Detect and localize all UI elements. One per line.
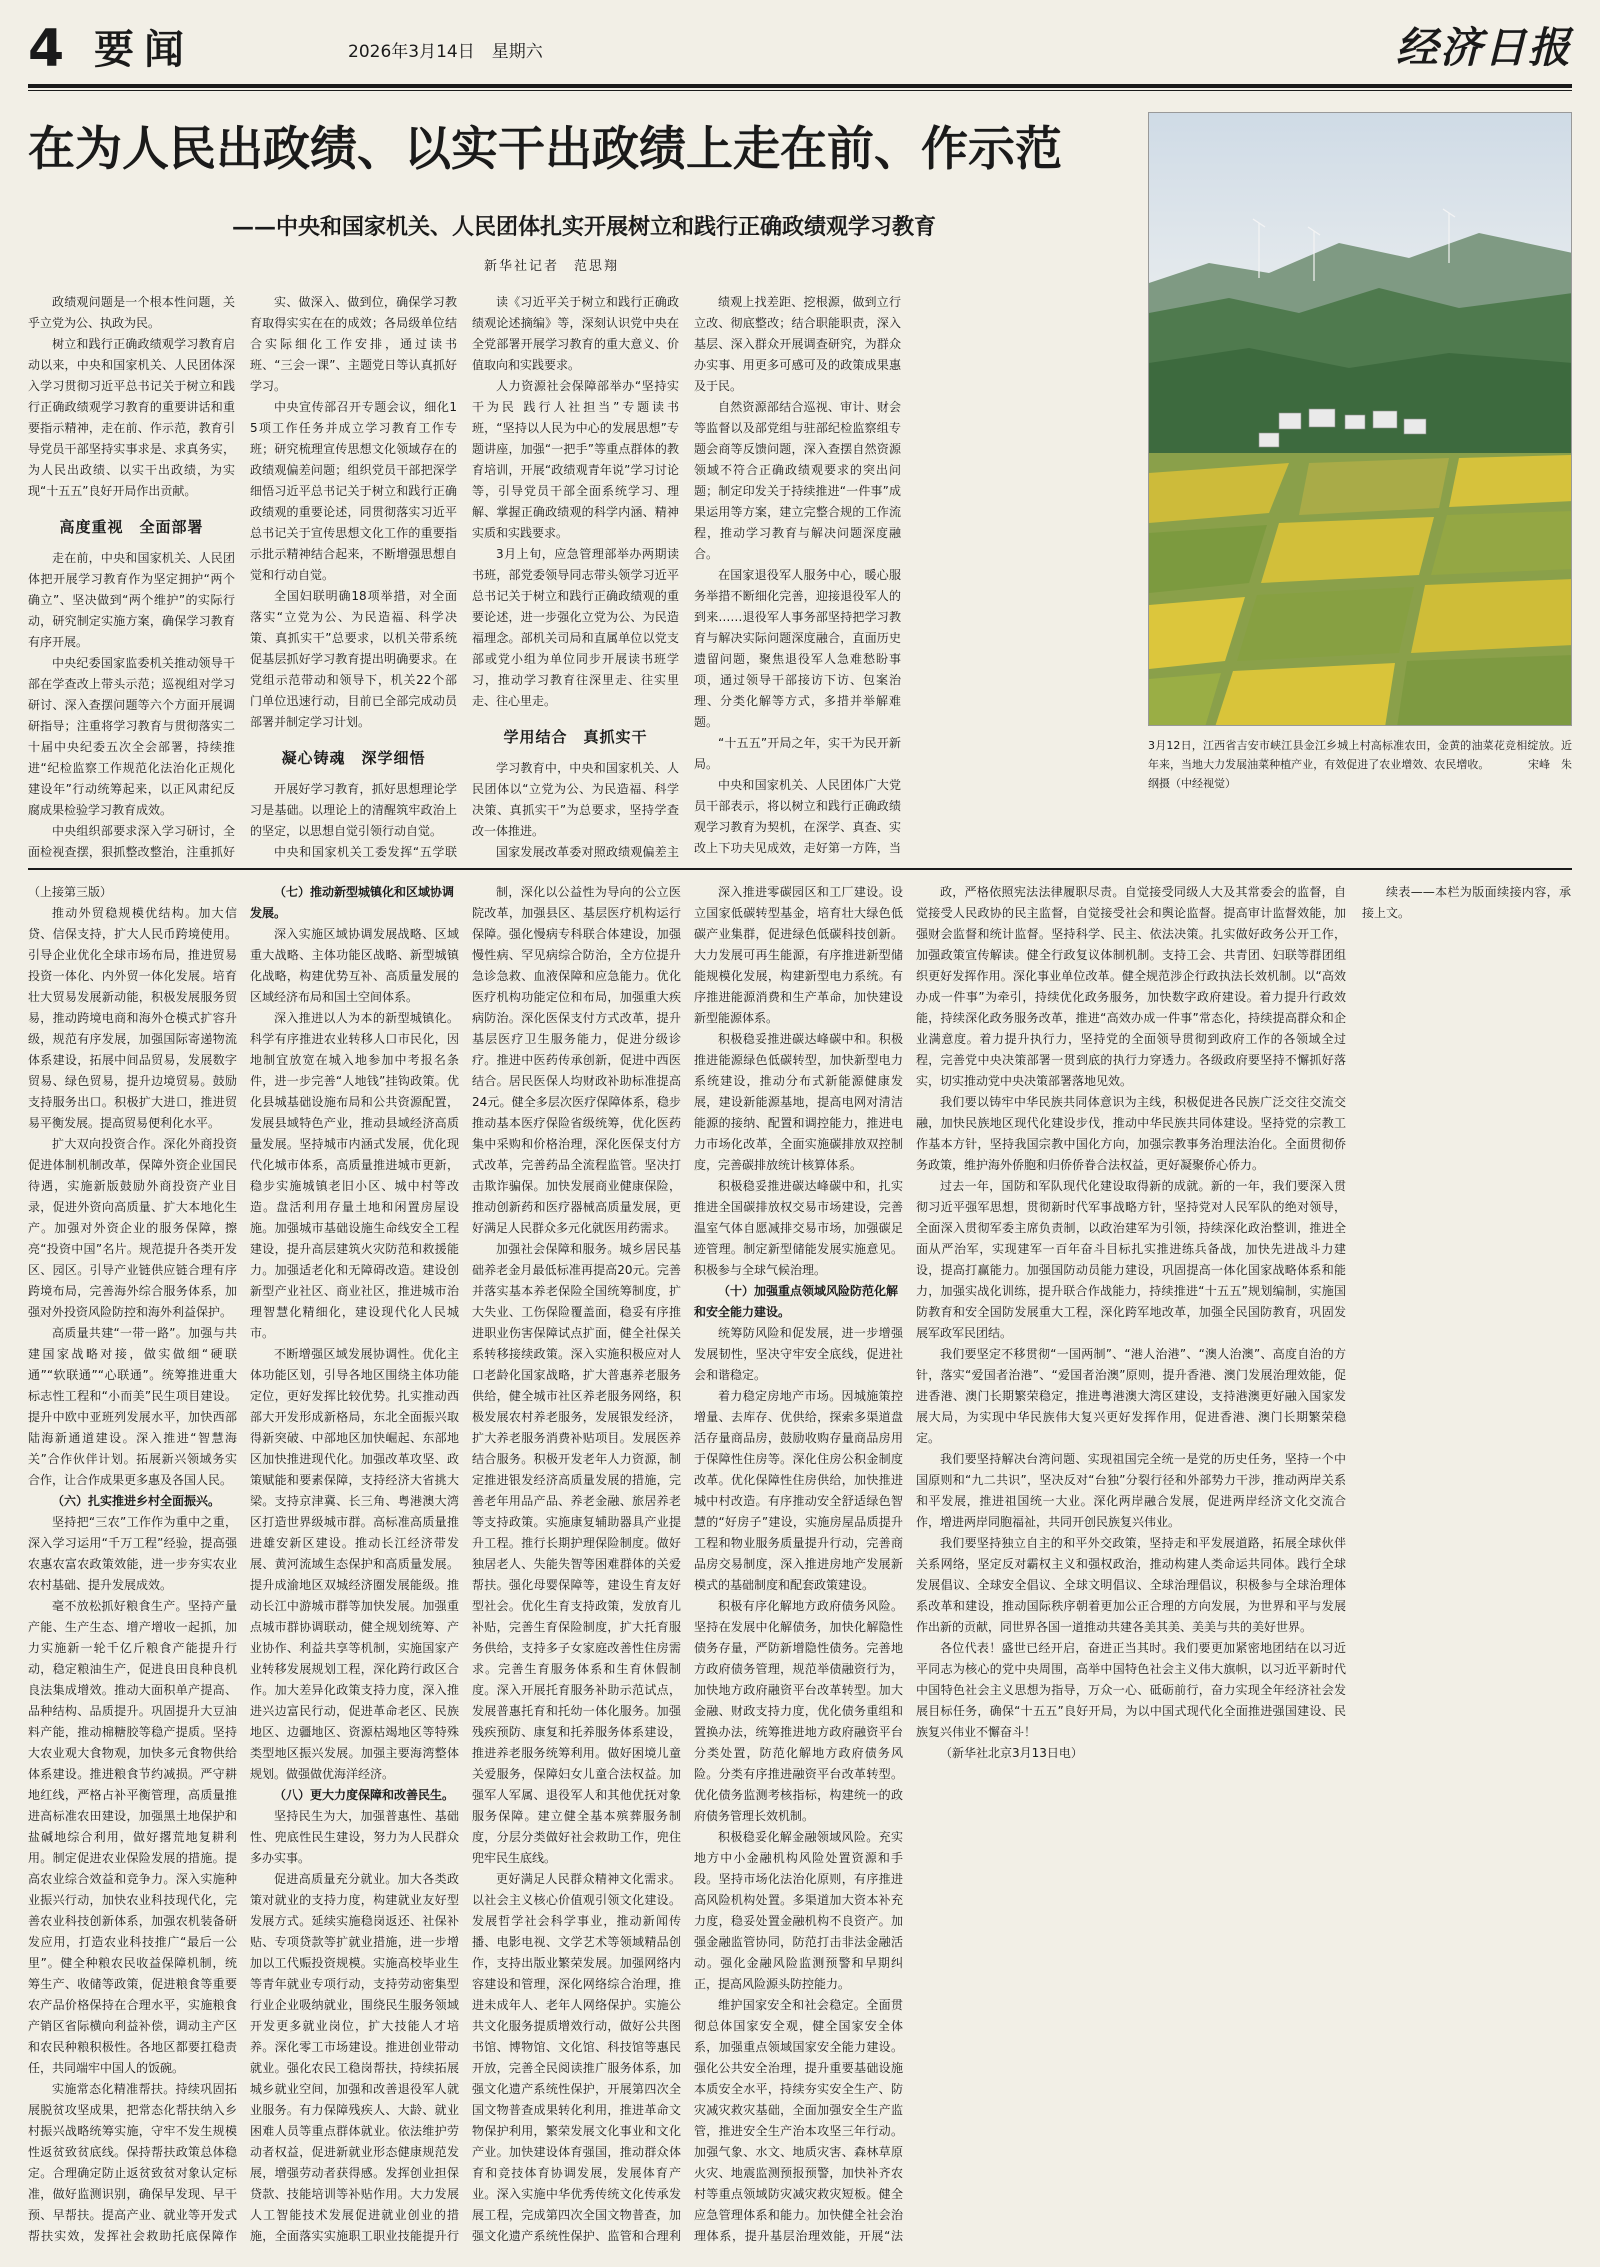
continued-column-1 <box>28 882 237 2248</box>
newspaper-logo: 经济日报 <box>1395 23 1572 72</box>
masthead <box>28 18 1572 84</box>
paragraph: 统筹防风险和促发展，进一步增强发展韧性，坚决守牢安全底线，促进社会和谐稳定。 <box>694 1326 903 1382</box>
continued-column-3 <box>472 882 681 2248</box>
masthead-rule-thin <box>28 90 1572 91</box>
paragraph: 中央和国家机关、人民团体广大党员干部表示，将以树立和践行正确政绩观学习教育为契机，在深学、真查、实改上下功夫见成效，走好第一方阵，当 <box>694 778 901 855</box>
paragraph: 深入推进以人为本的新型城镇化。科学有序推进农业转移人口市民化，因地制宜放宽在城入地参加中考报名条件，进一步完善“人地钱”挂钩政策。优化县城基础设施布局和公共资源配置，发展县域特色产业，推动县域经济高质量发展。坚持城市内涵式发展，优化现代化城市体系，高质量推进城市更新，稳步实施城镇老旧小区、城中村等改造。盘活利用存量土地和闲置房屋设施。加强城市基础设施生命线安全工程建设，提升高层建筑火灾防范和救援能力。加强适老化和无障碍改造。建设创新型产业社区、商业社区，推进城市治理智慧化精细化，建设现代化人民城市。 <box>250 1011 459 1340</box>
paragraph: 自然资源部结合巡视、审计、财会等监督以及部党组与驻部纪检监察组专题会商等反馈问题，深入查摆自然资源领域不符合正确政绩观要求的突出问题；制定印发关于持续推进“一件事”成果运用等方案，建立完整合规的工作流程，推动学习教育与解决问题深度融合。 <box>694 400 901 561</box>
lead-column-1 <box>28 292 235 862</box>
paragraph: 读《习近平关于树立和践行正确政绩观论述摘编》等，深刻认识党中央在全党部署开展学习教育的重大意义、价值取向和实践要求。 <box>472 295 679 372</box>
paragraph: 学习教育中，中央和国家机关、人民团体以“立党为公、为民造福、科学决策、真抓实干”为总要求，坚持学查改一体推进。 <box>472 761 679 838</box>
lead-column-2 <box>250 292 457 862</box>
paragraph: 制，深化以公益性为导向的公立医院改革，加强县区、基层医疗机构运行保障。强化慢病专科联合体建设，加强慢性病、罕见病综合防治，全方位提升急诊急救、血液保障和应急能力。优化医疗机构功能定位和布局，加强重大疾病防治。深化医保支付方式改革，提升基层医疗卫生服务能力，促进分级诊疗。推进中医药传承创新，促进中西医结合。居民医保人均财政补助标准提高24元。健全多层次医疗保障体系，稳步推动基本医疗保险省级统筹，优化医药集中采购和价格治理，深化医保支付方式改革，完善药品全流程监管。坚决打击欺诈骗保。加快发展商业健康保险，推动创新药和医疗器械高质量发展，更好满足人民群众多元化就医用药需求。 <box>472 885 681 1235</box>
continued-report <box>28 882 1572 2248</box>
continued-column-6 <box>1362 882 1571 2248</box>
landscape-photo <box>1148 112 1572 726</box>
issue-date: 2026年3月14日 星期六 <box>348 42 543 62</box>
subsection-heading: （六）扎实推进乡村全面振兴。 <box>52 1494 221 1508</box>
paragraph: 全国妇联明确18项举措，对全面落实“立党为公、为民造福、科学决策、真抓实干”总要求，以机关带系统促基层抓好学习教育提出明确要求。在党组示范带动和领导下，机关22个部门单位迅速行动，目前已全部完成动员部署并制定学习计划。 <box>250 589 457 729</box>
paragraph: 高质量共建“一带一路”。加强与共建国家战略对接，做实做细“硬联通”“软联通”“心联通”。统筹推进重大标志性工程和“小而美”民生项目建设。提升中欧中亚班列发展水平，加快西部陆海新通道建设。深入推进“智慧海关”合作伙伴计划。拓展新兴领域务实合作，让合作成果更多惠及各国人民。 <box>28 1326 237 1487</box>
paragraph: 坚持把“三农”工作作为重中之重，深入学习运用“千万工程”经验，提高强农惠农富农政策效能，进一步夯实农业农村基础、提升发展成效。 <box>28 1515 237 1592</box>
paragraph: 推动外贸稳规模优结构。加大信贷、信保支持，扩大人民币跨境使用。引导企业优化全球市场布局，推进贸易投资一体化、内外贸一体化发展。培育壮大贸易发展新动能，积极发展服务贸易，推动跨境电商和海外仓模式扩容升级，规范有序发展，加强国际寄递物流体系建设，拓展中间品贸易，发展数字贸易、绿色贸易，提升边境贸易。鼓励支持服务出口。积极扩大进口，推进贸易平衡发展。提高贸易便利化水平。 <box>28 906 237 1130</box>
paragraph: 政绩观问题是一个根本性问题，关乎立党为公、执政为民。 <box>28 295 235 330</box>
rapeseed-field-illustration <box>1149 113 1572 726</box>
paragraph: 积极有序化解地方政府债务风险。坚持在发展中化解债务，加快化解隐性债务存量，严防新增隐性债务。完善地方政府债务管理，规范举债融资行为，加快地方政府融资平台改革转型。加大金融、财政支持力度，优化债务重组和置换办法，统筹推进地方政府融资平台分类处置，防范化解地方政府债务风险。分类有序推进融资平台改革转型。优化债务监测考核指标，构建统一的政府债务管理长效机制。 <box>694 1599 903 1823</box>
lead-byline: 新华社记者 范思翔 <box>484 259 620 274</box>
paragraph: 中央组织部要求深入学习研讨，全面检视查摆，狠抓整改整治，注重抓好 <box>28 824 235 859</box>
paragraph: 维护国家安全和社会稳定。全面贯彻总体国家安全观，健全国家安全体系，加强重点领域国家安全能力建设。强化公共安全治理，提升重要基础设施本质安全水平，持续夯实安全生产、防灾减灾救灾基础，全面加强安全生产监管，推进安全生产治本攻坚三年行动。加强气象、水文、地质灾害、森林草原火灾、地震监测预报预警，加快补齐农村等重点领域防灾减灾救灾短板。健全应急管理体系和能力。加快健全社会治理体系，提升基层治理效能，开展“法 <box>694 1998 903 2243</box>
continued-column-2 <box>250 882 459 2248</box>
subsection-heading: （八）更大力度保障和改善民生。 <box>274 1788 455 1802</box>
continued-column-5 <box>916 882 1346 2248</box>
page-number: 4 <box>28 19 65 79</box>
continued-column-4 <box>694 882 903 2248</box>
section-divider <box>28 868 1572 870</box>
paragraph: 开展好学习教育，抓好思想理论学习是基础。以理论上的清醒筑牢政治上的坚定，以思想自觉引领行动自觉。 <box>250 782 457 838</box>
paragraph: 人力资源社会保障部举办“坚持实干为民 践行人社担当”专题读书班，“坚持以人民为中心的发展思想”专题讲座，加强“一把手”等重点群体的教育培训，开展“政绩观青年说”学习讨论等，引导党员干部全面系统学习、理解、掌握正确政绩观的科学内涵、精神实质和实践要求。 <box>472 379 679 540</box>
paragraph: 走在前，中央和国家机关、人民团体把开展学习教育作为坚定拥护“两个确立”、坚决做到“两个维护”的实际行动，研究制定实施方案，确保学习教育有序开展。 <box>28 551 235 649</box>
photo-caption: 3月12日，江西省吉安市峡江县金江乡城上村高标准农田，金黄的油菜花竞相绽放。近年来，当地大力发展油菜种植产业，有效促进了农业增效、农民增收。 宋峰 朱纲摄（中经视觉） <box>1148 739 1572 790</box>
paragraph: 更好满足人民群众精神文化需求。以社会主义核心价值观引领文化建设。发展哲学社会科学事业，推动新闻传播、电影电视、文学艺术等领域精品创作，支持出版业繁荣发展。加强网络内容建设和管理，深化网络综合治理，推进未成年人、老年人网络保护。实施公共文化服务提质增效行动，做好公共图书馆、博物馆、文化馆、科技馆等惠民开放，完善全民阅读推广服务体系，加强文化遗产系统性保护，开展第四次全国文物普查成果转化利用，推进革命文物保护利用，繁荣发展文化事业和文化产业。加快建设体育强国，推动群众体育和竞技体育协调发展，发展体育产业。深入实施中华优秀传统文化传承发展工程，完成第四次全国文物普查，加强文化遗产系统性保护、监管和合理利 <box>472 1872 681 2243</box>
section-title: 要闻 <box>94 26 194 73</box>
paragraph: 积极稳妥推进碳达峰碳中和，扎实推进全国碳排放权交易市场建设，完善温室气体自愿减排交易市场，加强碳足迹管理。制定新型储能发展实施意见。积极参与全球气候治理。 <box>694 1179 903 1277</box>
paragraph: 毫不放松抓好粮食生产。坚持产量产能、生产生态、增产增收一起抓，加力实施新一轮千亿斤粮食产能提升行动，稳定粮油生产，促进良田良种良机良法集成增效。推动大面积单产提高、品种结构、品质提升。巩固提升大豆油料产能，推动棉糖胶等稳产提质。坚持大农业观大食物观，加快多元食物供给体系建设。推进粮食节约减损。严守耕地红线，严格占补平衡管理，高质量推进高标准农田建设，加强黑土地保护和盐碱地综合利用，做好撂荒地复耕利用。制定促进农业保险发展的措施。提高农业综合效益和竞争力。深入实施种业振兴行动，加快农业科技现代化，完善农业科技创新体系，加强农机装备研发应用，打造农业科技推广“最后一公里”。健全种粮农民收益保障机制，统筹生产、收储等政策，促进粮食等重要农产品价格保持在合理水平，实施粮食产销区省际横向利益补偿，调动主产区和农民种粮积极性。各地区都要扛稳责任，共同端牢中国人的饭碗。 <box>28 1599 237 2075</box>
paragraph: 扩大双向投资合作。深化外商投资促进体制机制改革，保障外资企业国民待遇，实施新版鼓励外商投资产业目录，促进外资向高质量、扩大本地化生产。加强对外资企业的服务保障，擦亮“投资中国”名片。规范提升各类开发区、园区。引导产业链供应链合理有序跨境布局，完善海外综合服务体系，加强对外投资风险防控和海外利益保护。 <box>28 1137 237 1319</box>
paragraph: 各位代表！盛世已经开启，奋进正当其时。我们要更加紧密地团结在以习近平同志为核心的党中央周围，高举中国特色社会主义伟大旗帜，以习近平新时代中国特色社会主义思想为指导，万众一心、砥砺前行，奋力实现全年经济社会发展目标任务，确保“十五五”良好开局，为以中国式现代化全面推进强国建设、民族复兴伟业不懈奋斗！ <box>916 1641 1346 1739</box>
lead-column-3 <box>472 292 679 862</box>
paragraph: 绩观上找差距、挖根源，做到立行立改、彻底整改；结合职能职责，深入基层、深入群众开展调查研究，为群众办实事、用更多可感可及的政策成果惠及于民。 <box>694 295 901 393</box>
paragraph: 续表——本栏为版面续接内容，承接上文。 <box>1362 885 1571 920</box>
lead-column-4 <box>694 292 901 862</box>
paragraph: 3月上旬，应急管理部举办两期读书班，部党委领导同志带头领学习近平总书记关于树立和践行正确政绩观的重要论述，进一步强化立党为公、为民造福理念。部机关司局和直属单位以党支部或党小组为单位同步开展读书班学习，推动学习教育往深里走、往实里走、往心里走。 <box>472 547 679 708</box>
paragraph: 我们要坚持解决台湾问题、实现祖国完全统一是党的历史任务，坚持一个中国原则和“九二共识”，坚决反对“台独”分裂行径和外部势力干涉，推动两岸关系和平发展，推进祖国统一大业。深化两岸融合发展，促进两岸经济文化交流合作，增进两岸同胞福祉，共同开创民族复兴伟业。 <box>916 1452 1346 1529</box>
paragraph: 中央纪委国家监委机关推动领导干部在学查改上带头示范；巡视组对学习研讨、深入查摆问题等六个方面开展调研指导；注重将学习教育与贯彻落实二十届中央纪委五次全会部署，持续推进“纪检监察工作规范化法治化正规化建设年”行动统筹起来，以正风肃纪反腐成果检验学习教育成效。 <box>28 656 235 817</box>
section-heading: 凝心铸魂 深学细悟 <box>281 749 426 767</box>
paragraph: 中央宣传部召开专题会议，细化15项工作任务并成立学习教育工作专班；研究梳理宣传思想文化领域存在的政绩观偏差问题；组织党员干部把深学细悟习近平总书记关于树立和践行正确政绩观的重要论述，同贯彻落实习近平总书记关于宣传思想文化工作的重要指示批示精神结合起来，不断增强思想自觉和行动自觉。 <box>250 400 457 582</box>
paragraph: 实施常态化精准帮扶。持续巩固拓展脱贫攻坚成果，把常态化帮扶纳入乡村振兴战略统筹实施，守牢不发生规模性返贫致贫底线。保持帮扶政策总体稳定。合理确定防止返贫致贫对象认定标准，做好监测识别，确保早发现、早干预、早帮扶。提高产业、就业等开发式帮扶实效，发挥社会救助托底保障作 <box>28 2082 237 2243</box>
paragraph: 实、做深入、做到位，确保学习教育取得实实在在的成效；各局级单位结合实际细化工作安排，通过读书班、“三会一课”、主题党日等认真抓好学习。 <box>250 295 457 393</box>
paragraph: 中央和国家机关工委发挥“五学联 <box>274 845 457 859</box>
masthead-rule <box>28 84 1572 88</box>
paragraph: 我们要以铸牢中华民族共同体意识为主线，积极促进各民族广泛交往交流交融，加快民族地区现代化建设步伐，推动中华民族共同体建设。坚持党的宗教工作基本方针，坚持我国宗教中国化方向，加强宗教事务治理法治化。全面贯彻侨务政策，维护海外侨胞和归侨侨眷合法权益，更好凝聚侨心侨力。 <box>916 1095 1346 1172</box>
paragraph: 坚持民生为大，加强普惠性、基础性、兜底性民生建设，努力为人民群众多办实事。 <box>250 1809 459 1865</box>
section-heading: 学用结合 真抓实干 <box>503 728 648 746</box>
subsection-heading: （十）加强重点领域风险防范化解和安全能力建设。 <box>694 1284 899 1319</box>
section-heading: 高度重视 全面部署 <box>59 518 204 536</box>
paragraph: 积极稳妥推进碳达峰碳中和。积极推进能源绿色低碳转型，加快新型电力系统建设，推动分布式新能源健康发展，建设新能源基地，提高电网对清洁能源的接纳、配置和调控能力，推进电力市场化改革，全面实施碳排放双控制度，完善碳排放统计核算体系。 <box>694 1032 903 1172</box>
paragraph: 促进高质量充分就业。加大各类政策对就业的支持力度，构建就业友好型发展方式。延续实施稳岗返还、社保补贴、专项贷款等扩就业措施，进一步增加以工代赈投资规模。实施高校毕业生等青年就业专项行动，支持劳动密集型行业企业吸纳就业，围绕民生服务领域开发更多就业岗位，扩大技能人才培养。深化零工市场建设。推进创业带动就业。强化农民工稳岗帮扶，持续拓展城乡就业空间，加强和改善退役军人就业服务。有力保障残疾人、大龄、就业困难人员等重点群体就业。依法维护劳动者权益，促进新就业形态健康规范发展，增强劳动者获得感。发挥创业担保贷款、技能培训等补贴作用。大力发展人工智能技术发展促进就业创业的措施，全面落实实施职工职业技能提升行 <box>250 1872 459 2243</box>
paragraph: 在国家退役军人服务中心，暖心服务举措不断细化完善，迎接退役军人的到来……退役军人事务部坚持把学习教育与解决实际问题深度融合，直面历史遗留问题，聚焦退役军人急难愁盼事项，通过领导干部接访下访、包案治理、分类化解等方式，多措并举解难题。 <box>694 568 901 729</box>
paragraph: 我们要坚持独立自主的和平外交政策，坚持走和平发展道路，拓展全球伙伴关系网络，坚定反对霸权主义和强权政治，推动构建人类命运共同体。践行全球发展倡议、全球安全倡议、全球文明倡议、全球治理倡议，积极参与全球治理体系改革和建设，推动国际秩序朝着更加公正合理的方向发展，为世界和平与发展作出新的贡献，同世界各国一道推动共建各美其美、美美与共的美好世界。 <box>916 1536 1346 1634</box>
paragraph: 深入推进零碳园区和工厂建设。设立国家低碳转型基金，培育壮大绿色低碳产业集群，促进绿色低碳科技创新。大力发展可再生能源，有序推进新型储能规模化发展，构建新型电力系统。有序推进能源消费和生产革命，加快建设新型能源体系。 <box>694 885 903 1025</box>
paragraph: 不断增强区域发展协调性。优化主体功能区划，引导各地区围绕主体功能定位，更好发挥比较优势。扎实推动西部大开发形成新格局，东北全面振兴取得新突破、中部地区加快崛起、东部地区加快推进现代化。加强改革攻坚、政策赋能和要素保障，支持经济大省挑大梁。支持京津冀、长三角、粤港澳大湾区打造世界级城市群。高标准高质量推进雄安新区建设。推动长江经济带发展、黄河流域生态保护和高质量发展。提升成渝地区双城经济圈发展能级。推动长江中游城市群等加快发展。加强重点城市群协调联动，健全规划统筹、产业协作、利益共享等机制，实施国家产业转移发展规划工程，深化跨行政区合作。加大差异化政策支持力度，深入推进兴边富民行动，促进革命老区、民族地区、边疆地区、资源枯竭地区等特殊类型地区振兴发展。加强主要海湾整体规划。做强做优海洋经济。 <box>250 1347 459 1781</box>
lead-subheadline: ——中央和国家机关、人民团体扎实开展树立和践行正确政绩观学习教育 <box>232 214 937 240</box>
paragraph: 着力稳定房地产市场。因城施策控增量、去库存、优供给，探索多渠道盘活存量商品房，鼓励收购存量商品房用于保障性住房等。深化住房公积金制度改革。优化保障性住房供给，加快推进城中村改造。有序推动安全舒适绿色智慧的“好房子”建设，实施房屋品质提升工程和物业服务质量提升行动，完善商品房交易制度，深入推进房地产发展新模式的基础制度和配套政策建设。 <box>694 1389 903 1592</box>
lead-headline: 在为人民出政绩、以实干出政绩上走在前、作示范 <box>28 122 1062 177</box>
lead-article-body <box>28 292 1128 862</box>
paragraph: 我们要坚定不移贯彻“一国两制”、“港人治港”、“澳人治澳”、高度自治的方针，落实“爱国者治港”、“爱国者治澳”原则，提升香港、澳门发展治理效能，促进香港、澳门长期繁荣稳定，推进粤港澳大湾区建设，支持港澳更好融入国家发展大局，为实现中华民族伟大复兴更好发挥作用，促进香港、澳门长期繁荣稳定。 <box>916 1347 1346 1445</box>
paragraph: 积极稳妥化解金融领域风险。充实地方中小金融机构风险处置资源和手段。坚持市场化法治化原则，有序推进高风险机构处置。多渠道加大资本补充力度，稳妥处置金融机构不良资产。加强金融监管协同，防范打击非法金融活动。强化金融风险监测预警和早期纠正，提高风险源头防控能力。 <box>694 1830 903 1991</box>
subsection-heading: （七）推动新型城镇化和区域协调发展。 <box>250 885 455 920</box>
dateline-note: （新华社北京3月13日电） <box>940 1746 1083 1760</box>
continued-from-marker: （上接第三版） <box>28 885 113 899</box>
paragraph: 政，严格依照宪法法律履职尽责。自觉接受同级人大及其常委会的监督，自觉接受人民政协的民主监督，自觉接受社会和舆论监督。提高审计监督效能，加强财会监督和统计监督。坚持科学、民主、依法决策。扎实做好政务公开工作，加强政策宣传解读。健全行政复议体制机制。支持工会、共青团、妇联等群团组织更好发挥作用。深化事业单位改革。健全规范涉企行政执法长效机制。以“高效办成一件事”为牵引，持续优化政务服务，加快数字政府建设。着力提升行政效能，持续深化政务服务改革，推进“高效办成一件事”常态化，持续提高群众和企业满意度。着力提升执行力，坚持党的全面领导贯彻到政府工作的各领域全过程，完善党中央决策部署一贯到底的执行力穿透力。各级政府要坚持不懈抓好落实，切实推动党中央决策部署落地见效。 <box>916 885 1346 1088</box>
paragraph: “十五五”开局之年，实干为民开新局。 <box>694 736 901 771</box>
paragraph: 加强社会保障和服务。城乡居民基础养老金月最低标准再提高20元。完善并落实基本养老保险全国统筹制度，扩大失业、工伤保险覆盖面，稳妥有序推进职业伤害保障试点扩面，健全社保关系转移接续政策。深入实施积极应对人口老龄化国家战略，扩大普惠养老服务供给，健全城市社区养老服务网络，积极发展农村养老服务，发展银发经济，扩大养老服务消费补贴项目。发展医养结合服务。积极开发老年人力资源，制定推进银发经济高质量发展的措施，完善老年用品产品、养老金融、旅居养老等支持政策。实施康复辅助器具产业提升工程。推行长期护理保险制度。做好独居老人、失能失智等困难群体的关爱帮扶。强化母婴保障等，建设生育友好型社会。优化生育支持政策，发放育儿补贴，完善生育保险制度，扩大托育服务供给，支持多子女家庭改善性住房需求。完善生育服务体系和生育休假制度。深入开展托育服务补助示范试点，发展普惠托育和托幼一体化服务。加强残疾预防、康复和托养服务体系建设，推进养老服务统筹利用。做好困境儿童关爱服务，保障妇女儿童合法权益。加强军人军属、退役军人和其他优抚对象服务保障。建立健全基本殡葬服务制度，分层分类做好社会救助工作，兜住兜牢民生底线。 <box>472 1242 681 1865</box>
paragraph: 树立和践行正确政绩观学习教育启动以来，中央和国家机关、人民团体深入学习贯彻习近平总书记关于树立和践行正确政绩观学习教育的重要讲话和重要指示精神，走在前、作示范，教育引导党员干部坚持实事求是、求真务实，为人民出政绩、以实干出政绩，为实现“十五五”良好开局作出贡献。 <box>28 337 235 498</box>
paragraph: 国家发展改革委对照政绩观偏差主 <box>496 845 679 859</box>
paragraph: 深入实施区域协调发展战略、区域重大战略、主体功能区战略、新型城镇化战略，构建优势互补、高质量发展的区域经济布局和国土空间体系。 <box>250 927 459 1004</box>
paragraph: 过去一年，国防和军队现代化建设取得新的成就。新的一年，我们要深入贯彻习近平强军思想，贯彻新时代军事战略方针，坚持党对人民军队的绝对领导，全面深入贯彻军委主席负责制，以政治建军为引领，持续深化政治整训，推进全面从严治军，实现建军一百年奋斗目标扎实推进练兵备战，加快先进战斗力建设，提高打赢能力。加强国防动员能力建设，巩固提高一体化国家战略体系和能力，加强实战化训练，提升联合作战能力，持续推进“十五五”规划编制，实施国防教育和安全国防发展重大工程，深化跨军地改革，加强全民国防教育，巩固发展军政军民团结。 <box>916 1179 1346 1340</box>
